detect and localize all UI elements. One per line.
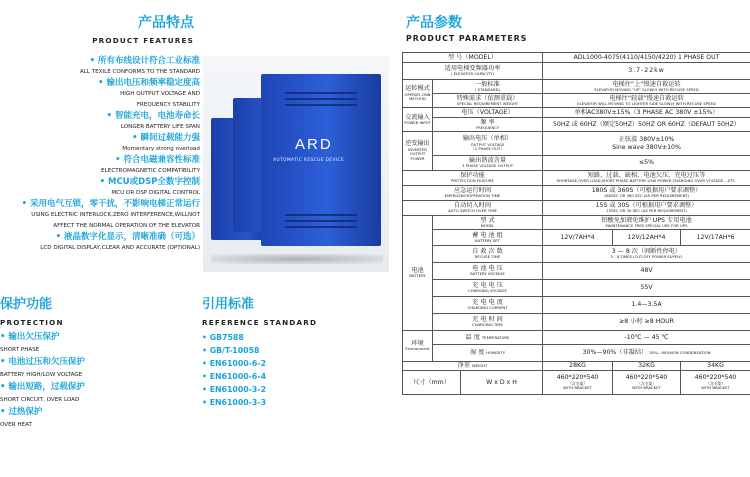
vent-slot xyxy=(285,220,357,222)
protection-item-en: BATTERY HIGH/LOW VOLTAGE xyxy=(0,371,83,378)
size-value-cell-1 xyxy=(543,371,613,395)
feature-item: • MCU或DSP全数字控制 xyxy=(99,177,200,187)
special-label-en: SPECIAL REQUIREMENT WEIGHT xyxy=(456,100,519,106)
protection-title-en: PROTECTION xyxy=(0,318,64,327)
table-row xyxy=(403,216,750,230)
cabinet-front xyxy=(261,74,381,246)
table-row xyxy=(403,246,750,263)
model-value: ADL1000-4075(4110/4150/4220) 1 PHASE OUT xyxy=(543,53,750,63)
size-label: 尺寸（mm） xyxy=(403,371,461,395)
table-row xyxy=(403,230,750,246)
special-value-en: ELEVATOR WILL MOVING TO LIGHTER SIDE SLOWLY WITH RECUSE SPEED xyxy=(577,100,716,106)
voltage-label: 电压（VOLTAGE） xyxy=(433,108,543,118)
feature-item: • 符合电磁兼容性标准 xyxy=(115,155,200,165)
vent-slot xyxy=(285,92,357,94)
feature-item-en: ELECTROMAGNETIC COMPATIBILITY xyxy=(101,168,200,174)
feature-item-en: HIGH OUTPUT VOLTAGE AND xyxy=(120,91,200,97)
table-row xyxy=(403,118,750,132)
temp-label: 温 度 xyxy=(465,333,480,341)
temp-cell xyxy=(433,331,543,345)
table-row xyxy=(403,132,750,156)
table-row xyxy=(403,297,750,314)
reference-item: • EN61000-6-2 xyxy=(202,359,266,368)
method-label-en: OPERATI-ONN xyxy=(404,91,431,97)
protection-item-en: SHORT CIRCUIT, OVER LOAD xyxy=(0,396,80,403)
protect-cell xyxy=(403,171,543,186)
ac-cell xyxy=(403,108,433,132)
reference-item: • EN61000-3-3 xyxy=(202,398,266,407)
feature-item-en: FREQUENCY STABILITY xyxy=(136,102,200,108)
feature-item-en: USING ELECTRIC INTERLOCK,ZERO INTERFERENCE,WILLNOT xyxy=(31,212,200,218)
protection-item-en: SHORT PHASE xyxy=(0,346,40,353)
temp-label-en: TEMPERATURE xyxy=(481,334,510,340)
out-volt-label: 输出电压（单相） xyxy=(462,135,513,143)
rescue-value-en: 3 - 8 TIMES (CUT-OFF POWER SUPPLY) xyxy=(610,254,683,260)
std-label: 一般标准 xyxy=(475,80,500,88)
freq-value: 50HZ 或 60HZ（额定50HZ）50HZ OR 60HZ（DEFAUT 50HZ） xyxy=(543,118,750,132)
switch-value-en: 15SEC OR 30 SEC (AS PER REQUIREMENT) xyxy=(606,208,687,214)
size-bracket-en-3: WITH BRACKET xyxy=(701,385,730,391)
battery-label: 电池 xyxy=(411,267,424,274)
table-row xyxy=(403,201,750,216)
table-row xyxy=(403,263,750,280)
thd-value: ≤5% xyxy=(543,156,750,171)
table-row xyxy=(403,53,750,63)
size-bracket-zh-2: （含支架） xyxy=(637,380,656,386)
feature-item-en: MCU OR DSP DIGITAL CONTROL xyxy=(111,190,200,196)
protection-item: • 电池过压和欠压保护 xyxy=(0,357,85,367)
emerg-label-en: EMERGENCYOPERATION TIME xyxy=(444,193,501,199)
vent-slot xyxy=(285,104,357,106)
reference-title-en: REFERENCE STANDARD xyxy=(202,318,318,327)
battery-cell xyxy=(403,216,433,331)
table-row xyxy=(403,314,750,331)
rescue-label: 自 救 次 数 xyxy=(472,248,503,255)
protect-value: 短路、过载、缺相、电池欠压、充电过压等 xyxy=(587,172,706,179)
protection-title: 保护功能 xyxy=(0,297,53,312)
special-value-cell xyxy=(543,94,750,108)
features-list xyxy=(0,56,200,254)
protection-item: • 过热保护 xyxy=(0,407,43,417)
capacity-label-en: ( ELEVATOR CAPACITY) xyxy=(450,71,495,77)
humid-value-cell xyxy=(543,345,750,362)
params-table xyxy=(402,52,750,395)
table-row xyxy=(403,171,750,186)
humid-value: 30%—90%（非凝结） xyxy=(582,349,648,357)
protection-item: • 输出短路，过载保护 xyxy=(0,382,85,392)
ac-label-en: POWER INPUT xyxy=(404,119,431,125)
vent-slot xyxy=(285,214,357,216)
size-bracket-en-2: WITH BRACKET xyxy=(632,385,661,391)
bvolt-cell xyxy=(433,263,543,280)
std-value-cell xyxy=(543,80,750,94)
ctime-label: 充 电 时 间 xyxy=(472,316,503,323)
size-value-cell-2 xyxy=(613,371,681,395)
method-label-en2: METHOD xyxy=(409,96,426,102)
thd-cell xyxy=(433,156,543,171)
reference-item: • GB/T-10058 xyxy=(202,346,260,355)
env-cell xyxy=(403,331,433,362)
bvolt-label: 电 池 电 压 xyxy=(472,265,503,272)
special-label: 特殊需求（依测重载） xyxy=(456,94,519,102)
feature-item: • 智能充电，电池寿命长 xyxy=(106,111,200,121)
bset-value-1: 12V/7AH*4 xyxy=(543,230,613,246)
feature-item-en: ALL TEXILE CONFORMS TO THE STANDARD xyxy=(79,69,200,75)
reference-list xyxy=(202,331,382,409)
cabinet-brand: ARD xyxy=(295,136,333,153)
protection-item: • 输出欠压保护 xyxy=(0,332,60,342)
switch-cell xyxy=(403,201,543,216)
ccurr-label: 充 电 电 流 xyxy=(472,299,503,306)
rescue-value-cell xyxy=(543,246,750,263)
thd-label-en: 3 PHASE VOLTAGE OUTPUT xyxy=(461,163,514,169)
humid-value-en: 30%—90%NON CONDENSATION xyxy=(649,350,711,356)
size-value-3: 460*220*540 xyxy=(694,374,737,382)
cvolt-label-en: CHARGING VOLTAGE xyxy=(468,288,507,294)
weight-cell xyxy=(403,362,543,371)
switch-value-cell xyxy=(543,201,750,216)
size-bracket-zh-1: （含支架） xyxy=(568,380,587,386)
feature-item: • 所有布线设计符合工业标准 xyxy=(89,56,200,66)
capacity-value: 3.7-22kw xyxy=(543,63,750,80)
inverter-label: 逆变输出 xyxy=(405,140,430,148)
weight-value-1: 28KG xyxy=(543,362,613,371)
cabinet-subtitle: AUTOMATIC RESCUE DEVICE xyxy=(273,158,345,163)
cvolt-value: 55V xyxy=(543,280,750,297)
ctime-value: ≥8 小时 ≥8 HOUR xyxy=(543,314,750,331)
bmodel-label: 型 式 xyxy=(480,216,495,224)
ccurr-value: 1.4—3.5A xyxy=(543,297,750,314)
ac-label: 交流输入 xyxy=(405,113,430,121)
reference-item: • EN61000-6-4 xyxy=(202,372,266,381)
vent-slot xyxy=(285,98,357,100)
freq-cell xyxy=(433,118,543,132)
bmodel-cell xyxy=(433,216,543,230)
table-row xyxy=(403,156,750,171)
cvolt-cell xyxy=(433,280,543,297)
out-volt-en2: （1 PHASE OUT） xyxy=(470,146,505,152)
ccurr-label-en: CHARGING CURRENT xyxy=(467,305,508,311)
product-photo xyxy=(203,56,389,272)
size-dims: W x D x H xyxy=(461,371,543,395)
model-label: 型 号（MODEL） xyxy=(403,53,543,63)
out-volt-en: OUTPUT VOLTAGE xyxy=(470,141,505,147)
table-row xyxy=(403,63,750,80)
rescue-label-en: RECUSE TIME xyxy=(474,254,501,260)
method-label: 运转模式 xyxy=(405,85,430,93)
out-volt-value-en: Sine wave 380V±10% xyxy=(612,143,681,151)
bset-label: 蓄 电 池 组 xyxy=(472,231,503,239)
emerg-cell xyxy=(403,186,543,201)
size-value-cell-3 xyxy=(681,371,750,395)
bmodel-label-en: MODEL xyxy=(480,222,495,228)
thd-label: 输出谐波含量 xyxy=(468,157,507,164)
weight-label-en: WEIGHT xyxy=(471,363,488,369)
feature-item: • 液晶数字化显示，清晰准确（可选） xyxy=(55,232,200,242)
humid-label: 湿 度 xyxy=(469,349,485,357)
bset-label-en: BATTERY SET xyxy=(475,237,500,243)
vent-slot xyxy=(285,226,357,228)
table-row xyxy=(403,80,750,94)
out-volt-value: 正弦波 380V±10% xyxy=(618,136,675,144)
voltage-value: 单相AC380V±15%（3 PHASE AC 380V ±15%） xyxy=(543,108,750,118)
weight-value-3: 34KG xyxy=(681,362,750,371)
bmodel-value-cell xyxy=(543,216,750,230)
bset-value-2: 12V/12AH*4 xyxy=(613,230,681,246)
feature-item-en: LCD DIGITAL DISPLAY,CLEAR AND ACCURATE (OPTIONAL) xyxy=(40,245,200,251)
params-title: 产品参数 xyxy=(406,15,462,31)
size-bracket-en-1: WITH BRACKET xyxy=(563,385,592,391)
protect-value-cell xyxy=(543,171,750,186)
right-panel xyxy=(398,0,750,477)
bmodel-value-en: MAINTENANCE FREE SPECIAL USE FOR UPS xyxy=(605,222,688,228)
feature-item: • 输出电压和频率稳定度高 xyxy=(98,78,200,88)
temp-value: -10℃ — 45 ℃ xyxy=(543,331,750,345)
emerg-value: 180S 或 360S（可根据用户要求调整） xyxy=(591,187,702,194)
capacity-cell xyxy=(403,63,543,80)
table-row xyxy=(403,186,750,201)
params-title-en: PRODUCT PARAMETERS xyxy=(406,34,528,43)
switch-label-en: AUTO SWITCH OVER TIME xyxy=(448,208,497,214)
std-value: 电梯往“上”慢速自救运转 xyxy=(612,80,681,88)
features-title-en: PRODUCT FEATURES xyxy=(92,36,194,45)
switch-label: 自动切入时间 xyxy=(453,202,492,209)
special-value: 电梯往“轻载”慢速自救运转 xyxy=(609,94,684,102)
rescue-cell xyxy=(433,246,543,263)
feature-item: • 采用电气互锁，零干扰，不影响电梯正常运行 xyxy=(21,199,200,209)
table-row xyxy=(403,362,750,371)
feature-item-en: AFFECT THE NORMAL OPERATION OF THE ELEVATOR xyxy=(53,223,200,229)
table-row xyxy=(403,371,750,395)
humid-label-en: HUMIDITY xyxy=(486,350,506,356)
bvolt-label-en: BATTERY VOLTAGE xyxy=(470,271,505,277)
std-value-en: ELEVATOR MOVING “UP” SLOWLY WITH RECUSE SPEED xyxy=(594,86,699,92)
feature-item-en: Momentary strong overload xyxy=(122,146,200,152)
emerg-value-en: 180SEC OR 360 SEC (AS PER REQUIREMENT) xyxy=(603,193,690,199)
size-bracket-zh-3: （含支架） xyxy=(706,380,726,386)
inverter-label-en: INVERTER OUTPUT POWER xyxy=(408,146,427,161)
protect-label: 保护功能 xyxy=(460,172,485,179)
protection-list xyxy=(0,331,170,431)
battery-label-en: BATTERY xyxy=(409,273,426,279)
protect-value-en: SHORTAGE,OVER LOAD,SHORT PHASE,BATTERY LOW POWER,CHARGING OVER VOLTAGE ...ETC. xyxy=(556,178,737,184)
freq-label: 频 率 xyxy=(480,118,495,126)
table-row xyxy=(403,108,750,118)
reference-item: • EN61000-3-2 xyxy=(202,385,266,394)
weight-value-2: 32KG xyxy=(613,362,681,371)
out-volt-value-cell xyxy=(543,132,750,156)
protection-section xyxy=(0,293,170,431)
photo-shadow xyxy=(211,254,383,264)
table-row xyxy=(403,345,750,362)
inverter-cell xyxy=(403,132,433,171)
method-cell xyxy=(403,80,433,108)
table-row xyxy=(403,280,750,297)
ctime-cell xyxy=(433,314,543,331)
rescue-value: 3 — 8 次（间断性停电） xyxy=(611,248,682,255)
weight-label: 净重 xyxy=(457,362,471,370)
emerg-label: 应急运行时间 xyxy=(453,187,492,194)
out-volt-cell xyxy=(433,132,543,156)
protection-item-en: OVER HEAT xyxy=(0,421,32,428)
size-value-2: 460*220*540 xyxy=(625,374,668,382)
features-title: 产品特点 xyxy=(138,15,194,31)
cvolt-label: 充 电 电 压 xyxy=(472,282,503,289)
env-label: 环境 xyxy=(411,340,424,347)
table-row xyxy=(403,94,750,108)
env-label-en: Environment xyxy=(405,346,430,352)
bvolt-value: 48V xyxy=(543,263,750,280)
ccurr-cell xyxy=(433,297,543,314)
reference-title: 引用标准 xyxy=(202,297,255,312)
special-cell xyxy=(433,94,543,108)
size-value-1: 460*220*540 xyxy=(556,374,599,382)
protect-label-en: PROTECTION FEATURE xyxy=(451,178,494,184)
std-label-en: ( STANDARD) xyxy=(474,86,501,92)
bmodel-value: 铅酸免加液免维护 UPS 专用电池 xyxy=(601,216,692,224)
ctime-label-en: CHARGING TIME xyxy=(472,322,503,328)
switch-value: 15S 或 30S（可根据用户要求调整） xyxy=(595,202,698,209)
bset-value-3: 12V/17AH*6 xyxy=(681,230,750,246)
emerg-value-cell xyxy=(543,186,750,201)
table-row xyxy=(403,331,750,345)
reference-section xyxy=(202,293,382,409)
humid-cell xyxy=(433,345,543,362)
capacity-label: 适用电梯变频器功率 xyxy=(444,65,501,72)
freq-label-en: FREQUENCY xyxy=(475,124,500,130)
std-cell xyxy=(433,80,543,94)
feature-item-en: LONGER BATTERY LIFE SPAN xyxy=(120,124,200,130)
feature-item: • 瞬间过载能力强 xyxy=(132,133,200,143)
bset-cell xyxy=(433,230,543,246)
reference-item: • GB7588 xyxy=(202,333,244,342)
